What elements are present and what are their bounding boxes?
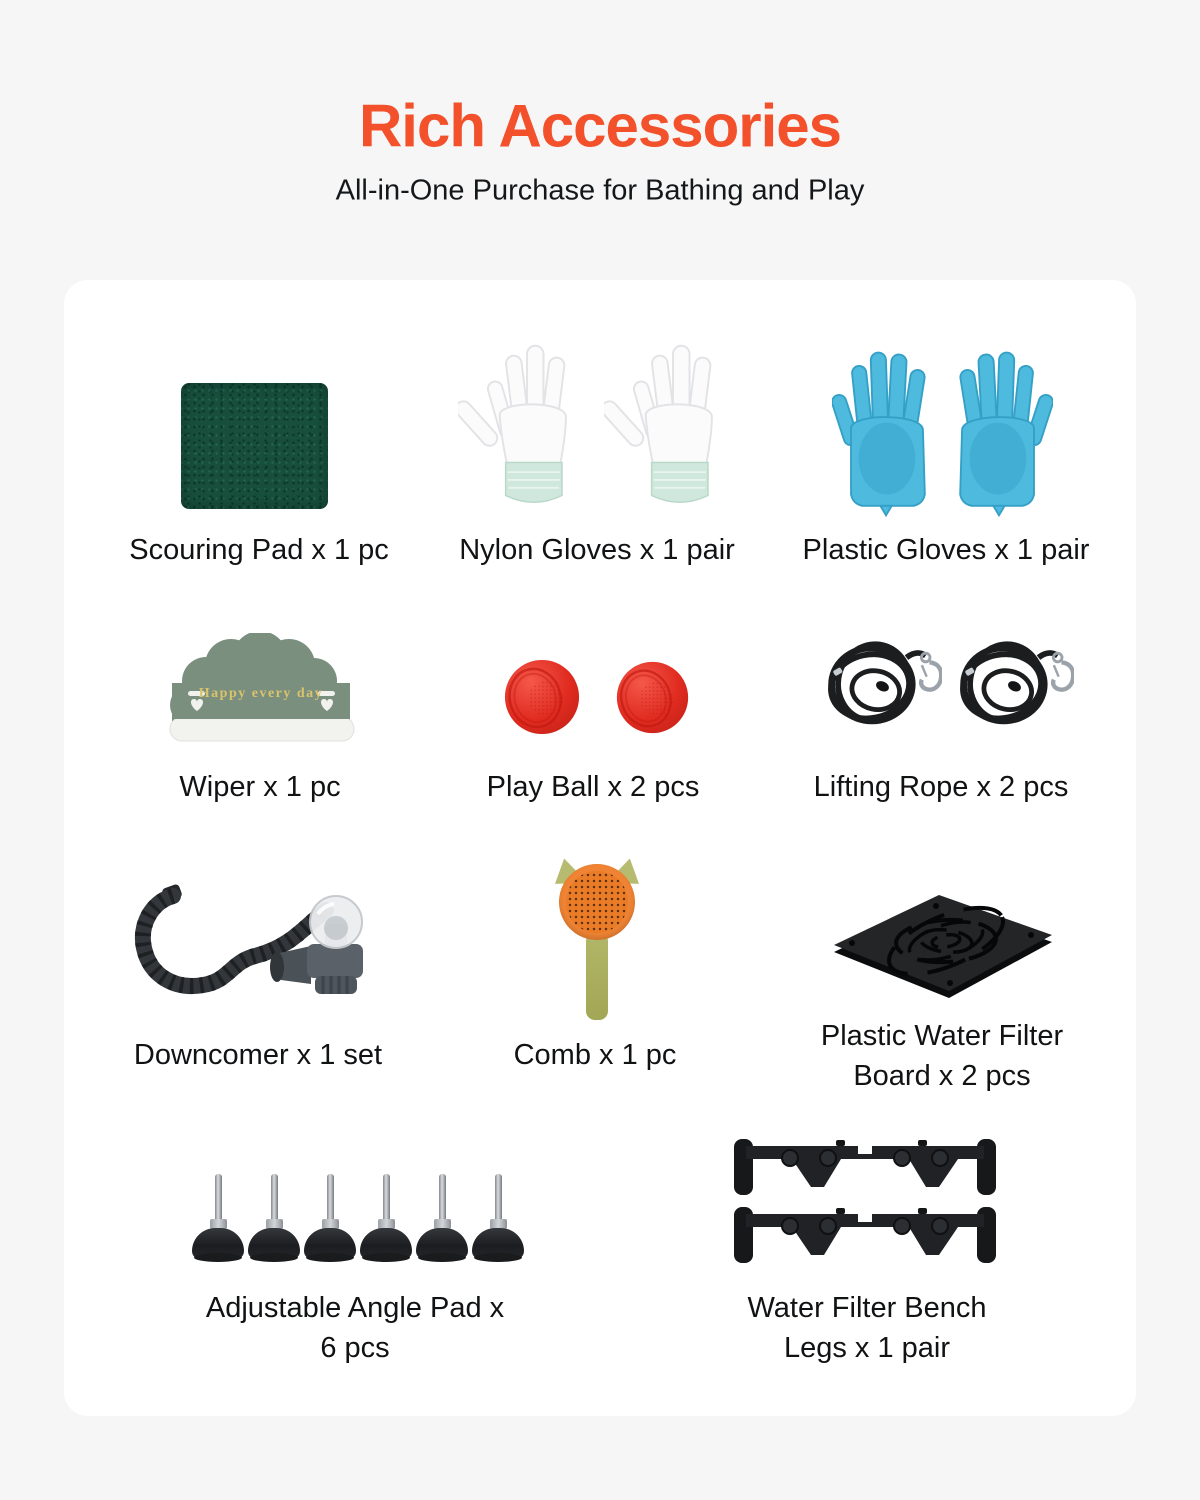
- item-label-comb: Comb x 1 pc: [513, 1039, 677, 1071]
- comb-image: [547, 858, 647, 1020]
- angle-pad-icon: [304, 1174, 356, 1262]
- wiper-icon: [154, 633, 369, 745]
- nylon-gloves-image: [458, 338, 742, 513]
- lifting-rope-icon: [954, 636, 1074, 728]
- angle-pad-icon: [416, 1174, 468, 1262]
- scouring-pad-texture: [181, 383, 328, 509]
- comb-handle: [586, 932, 608, 1020]
- item-label-water-filter-board: Plastic Water Filter Board x 2 pcs: [820, 1020, 1064, 1092]
- item-label-lifting-rope: Lifting Rope x 2 pcs: [813, 771, 1069, 803]
- bench-leg-icon: [732, 1136, 998, 1198]
- angle-pad-icon: [248, 1174, 300, 1262]
- downcomer-image: [133, 882, 383, 1002]
- lifting-ropes-image: [822, 636, 1074, 728]
- lifting-rope-icon: [822, 636, 942, 728]
- play-ball-icon: [615, 660, 690, 735]
- water-filter-board-icon: [822, 875, 1062, 1005]
- play-balls-image: [503, 658, 690, 736]
- angle-pad-icon: [192, 1174, 244, 1262]
- plastic-glove-left-icon: [832, 345, 941, 520]
- downcomer-icon: [133, 882, 383, 1002]
- item-label-downcomer: Downcomer x 1 set: [133, 1039, 383, 1071]
- comb-bristles: [566, 871, 628, 933]
- accessories-card: [64, 280, 1136, 1416]
- angle-pads-image: [192, 1174, 524, 1262]
- item-label-angle-pad: Adjustable Angle Pad x 6 pcs: [205, 1292, 505, 1364]
- item-label-play-ball: Play Ball x 2 pcs: [486, 771, 700, 803]
- page-title: Rich Accessories: [358, 92, 842, 160]
- wiper-engraving-text: Happy every day: [198, 686, 324, 701]
- nylon-glove-left-icon: [458, 338, 596, 513]
- scouring-pad-image: [181, 383, 328, 509]
- item-label-wiper: Wiper x 1 pc: [179, 771, 341, 803]
- page-subtitle: All-in-One Purchase for Bathing and Play: [335, 174, 865, 207]
- bench-legs-image: [732, 1136, 998, 1266]
- item-label-nylon-gloves: Nylon Gloves x 1 pair: [459, 534, 735, 566]
- angle-pad-icon: [360, 1174, 412, 1262]
- play-ball-icon: [503, 658, 581, 736]
- wiper-image: [154, 633, 369, 745]
- nylon-glove-right-icon: [604, 338, 742, 513]
- bench-leg-icon: [732, 1204, 998, 1266]
- water-filter-board-image: [822, 875, 1062, 1005]
- item-label-plastic-gloves: Plastic Gloves x 1 pair: [802, 534, 1090, 566]
- angle-pad-icon: [472, 1174, 524, 1262]
- item-label-scouring-pad: Scouring Pad x 1 pc: [129, 534, 389, 566]
- item-label-bench-legs: Water Filter Bench Legs x 1 pair: [747, 1292, 987, 1364]
- plastic-glove-right-icon: [944, 345, 1053, 520]
- plastic-gloves-image: [832, 345, 1053, 520]
